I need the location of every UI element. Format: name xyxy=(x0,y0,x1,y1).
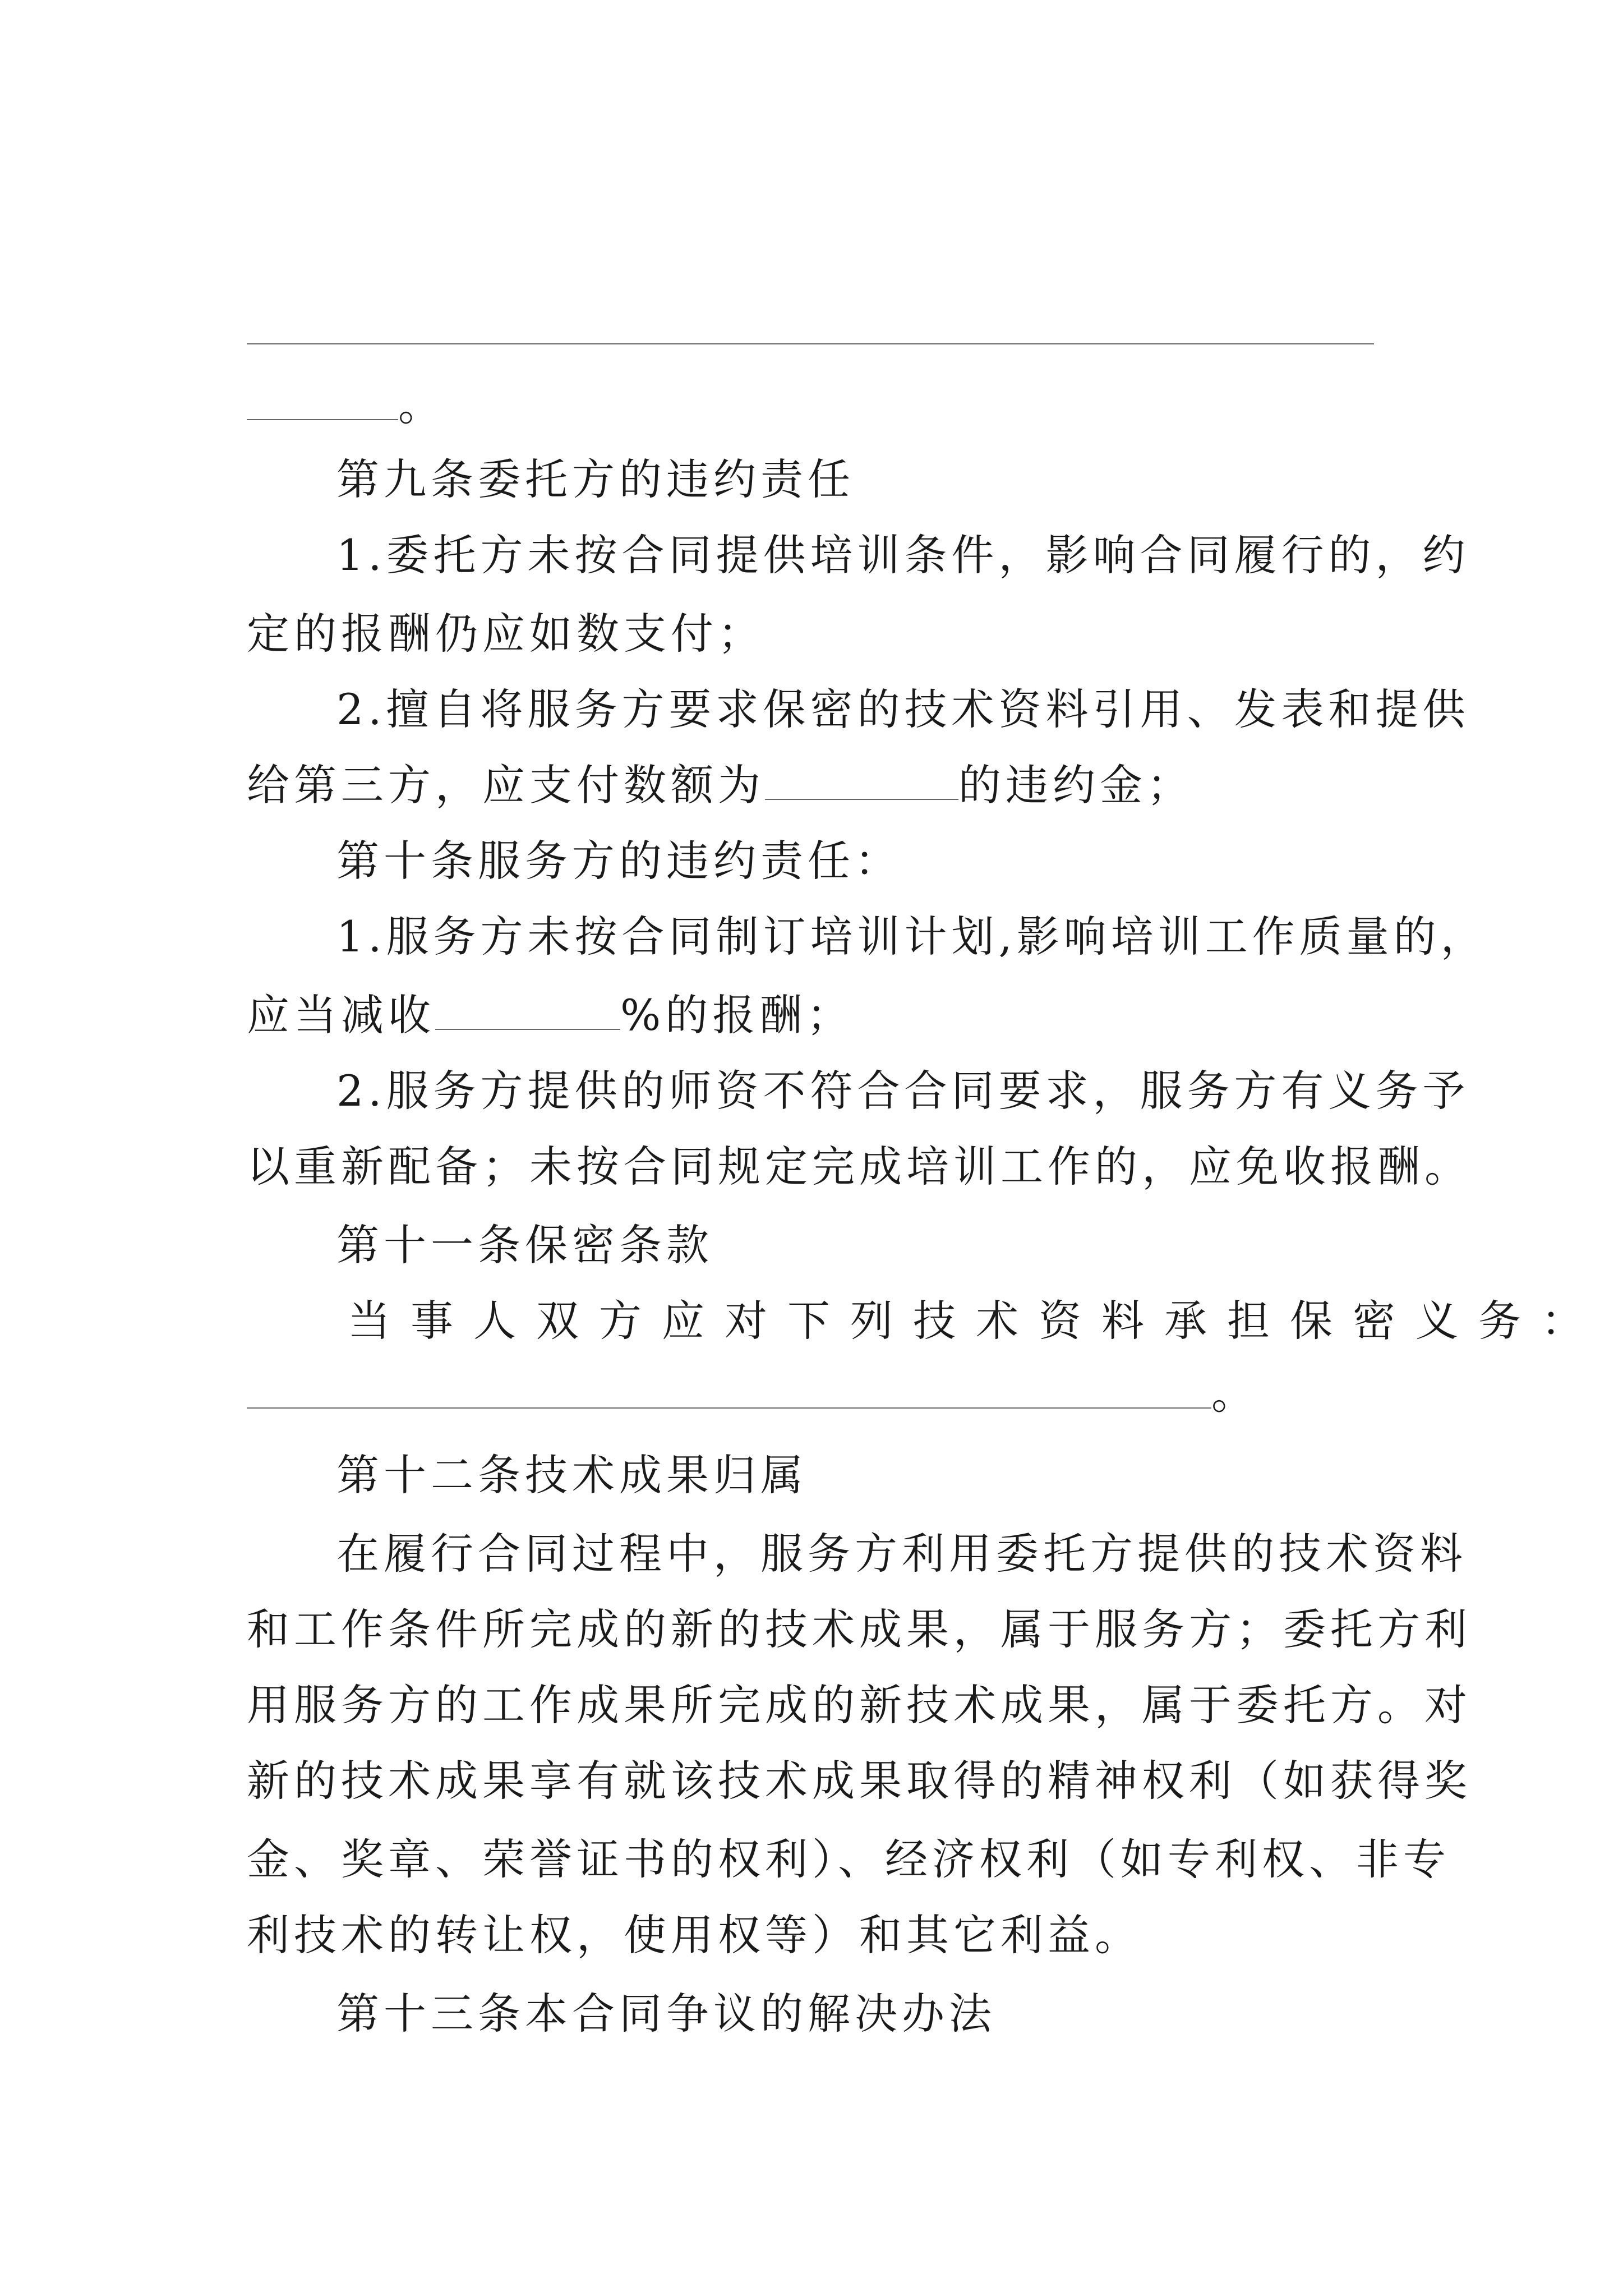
text-line: 新的技术成果享有就该技术成果取得的精神权利（如获得奖 xyxy=(247,1756,1472,1806)
text-line: 定的报酬仍应如数支付； xyxy=(247,609,765,659)
text-line: 。 xyxy=(247,1363,1258,1425)
text-line: 以重新配备；未按合同规定完成培训工作的，应免收报酬。 xyxy=(247,1142,1472,1191)
clause-heading: 第十二条技术成果归属 xyxy=(336,1450,808,1500)
clause-heading: 第九条委托方的违约责任 xyxy=(336,454,855,504)
text-line: 和工作条件所完成的新的技术成果，属于服务方；委托方利 xyxy=(247,1604,1472,1654)
text-line: 2.服务方提供的师资不符合合同要求，服务方有义务予 xyxy=(336,1066,1470,1116)
blank-field xyxy=(435,990,620,1030)
clause-heading: 第十一条保密条款 xyxy=(336,1220,713,1270)
blank-field xyxy=(247,380,398,420)
text-line: 1.服务方未按合同制订培训计划,影响培训工作质量的， xyxy=(336,912,1488,961)
blank-field xyxy=(247,1368,1211,1409)
text-line: 金、奖章、荣誉证书的权利）、经济权利（如专利权、非专 xyxy=(247,1834,1450,1884)
blank-rule xyxy=(247,343,1374,344)
clause-heading: 第十三条本合同争议的解决办法 xyxy=(336,1989,996,2039)
blank-field xyxy=(765,760,958,800)
text-line: 给第三方，应支付数额为 的违约金； xyxy=(247,760,1194,810)
text-line: 2.擅自将服务方要求保密的技术资料引用、发表和提供 xyxy=(336,684,1470,734)
text-line: 1.委托方未按合同提供培训条件，影响合同履行的，约 xyxy=(336,530,1470,580)
text-line: 。 xyxy=(247,375,445,436)
text-line: 应当减收 %的报酬； xyxy=(247,990,854,1040)
clause-heading: 第十条服务方的违约责任： xyxy=(336,836,902,886)
text-line: 在履行合同过程中，服务方利用委托方提供的技术资料 xyxy=(336,1529,1467,1579)
text-line: 利技术的转让权，使用权等）和其它利益。 xyxy=(247,1910,1142,1960)
text-line: 用服务方的工作成果所完成的新技术成果，属于委托方。对 xyxy=(247,1680,1472,1730)
text-line: 当事人双方应对下列技术资料承担保密义务： xyxy=(348,1296,1604,1346)
